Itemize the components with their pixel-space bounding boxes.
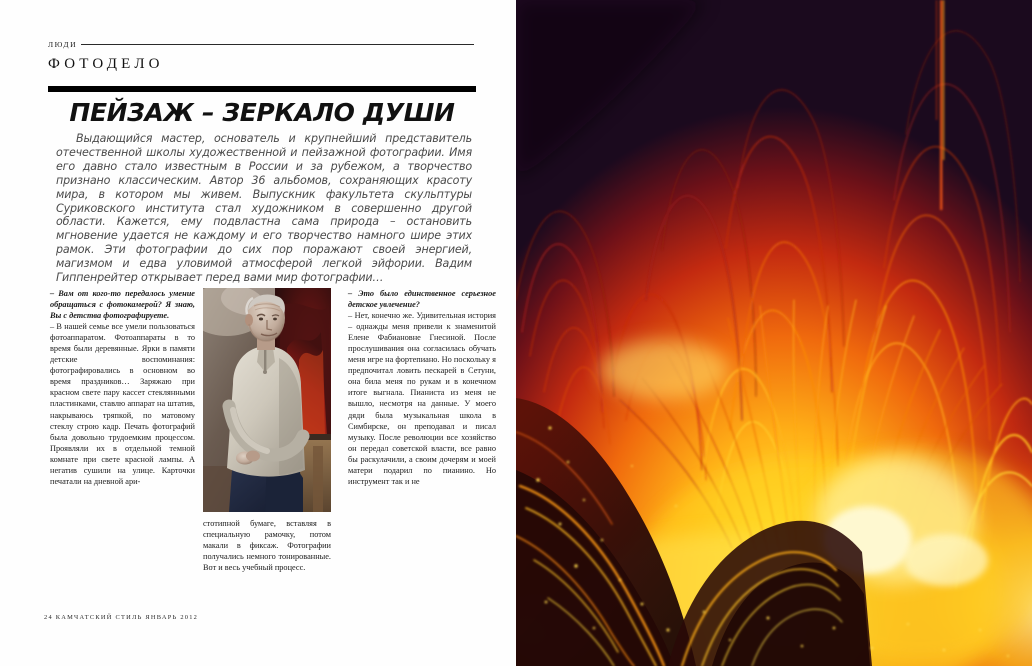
title-rule-bar [48, 86, 476, 92]
rubric-row [48, 38, 474, 50]
interview-answer-2: – Нет, конечно же. Удивительная история – однажды меня привели к знаменитой Елене Фабиановне Гнесиной. После прослушивания она согласилась обучать меня игре на фортепиано. Но поскольку я предпочитал ловить пескарей в Сетуни, она била меня по рукам и в конечном итоге выгнала. Пианиста из меня не вышло, несмотря на данные. У моего дяди была музыкальная школа в Симбирске, он преподавал и писал музыку. После революции все хозяйство он передал советской власти, все равно бы раскулачили, а своим дочерям и моей матери подарил по пианино. Но инструмент так и не [348, 311, 496, 486]
page-title: ПЕЙЗАЖ – ЗЕРКАЛО ДУШИ [69, 98, 455, 127]
lead-paragraph: Выдающийся мастер, основатель и крупнейший представитель отечественной школы художественной и пейзажной фотографии. Имя его давно стало известным в России и за рубежом, а творчество признано классическим. Автор 36 альбомов, сохраняющих красоту мира, в котором мы живем. Выпускник факультета скульптуры Суриковского института стал художником в совершенно другой области. Кажется, ему подвластна сама природа – остановить мгновение удается не каждому и его творчество намного шире этих рамок. Эти фотографии до сих пор поражают своей энергией, магизмом и едва уловимой атмосферой легкой эйфории. Вадим Гиппенрейтер открывает перед вами мир фотографии… [56, 132, 472, 285]
body-column-2 [203, 518, 331, 573]
rubric-label: ЛЮДИ [48, 39, 78, 49]
section-title: ФОТОДЕЛО [48, 56, 164, 72]
interview-question-2: – Это было единственное серьезное детское увлечение? [348, 289, 496, 310]
body-column-3 [348, 288, 496, 487]
interview-answer-1: – В нашей семье все умели пользоваться фотоаппаратом. Фотоаппараты в то время были деревянные. Ярки в памяти детские воспоминания: фотографировались в основном во время праздников… Заряжаю при красном свете пару кассет стеклянными пластинками, ставлю аппарат на штатив, накрываюсь тряпкой, по матовому стеклу строю кадр. Печать фотографий была довольно трудоемким процессом. Проявляли их в отдельной темной комнате при свете красной лампы. А негатив сушили на улице. Карточки печатали на дневной ари- [50, 322, 195, 486]
interview-question-1: – Вам от кого-то передалось умение обращаться с фотокамерой? Я знаю, Вы с детства фотографируете. [50, 289, 195, 321]
volcano-photograph [516, 0, 1032, 666]
rubric-divider [81, 44, 474, 45]
interview-answer-1-continued: стотипной бумаге, вставляя в специальную рамочку, потом макали в фиксаж. Фотографии получались немного тонированные. Вот и весь учебный процесс. [203, 519, 331, 573]
page-folio: 24 КАМЧАТСКИЙ СТИЛЬ ЯНВАРЬ 2012 [44, 614, 199, 621]
portrait-photograph [203, 288, 331, 512]
body-column-1 [50, 288, 195, 487]
